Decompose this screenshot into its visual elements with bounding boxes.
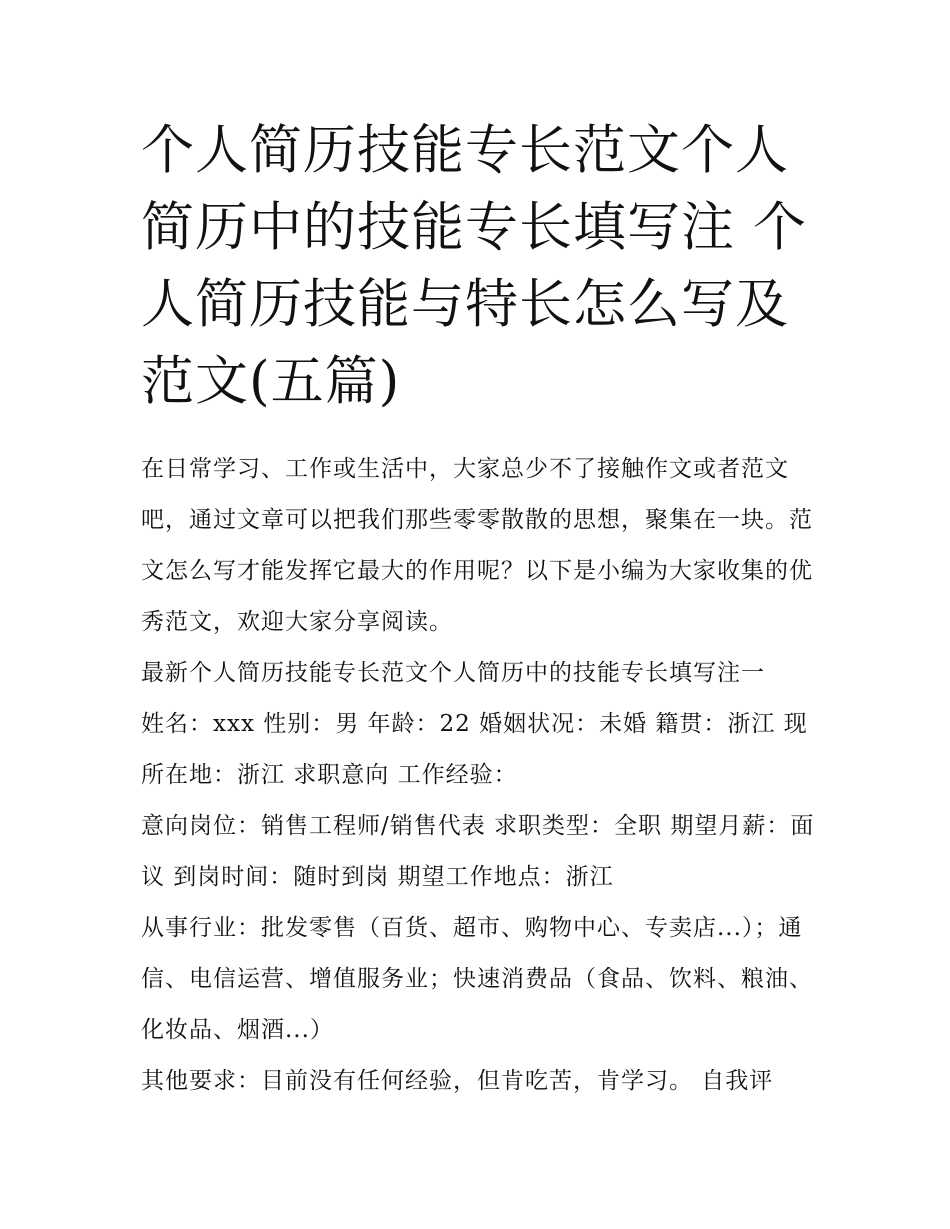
job-intention-paragraph: 意向岗位：销售工程师/销售代表 求职类型：全职 期望月薪：面议 到岗时间：随时到岗 期望工作地点：浙江 (141, 813, 815, 890)
industry-paragraph: 从事行业：批发零售（百货、超市、购物中心、专卖店...）；通信、电信运营、增值服务业；快速消费品（食品、饮料、粮油、化妆品、烟酒...） (141, 915, 813, 1043)
document-body (141, 444, 821, 1107)
other-requirements-paragraph: 其他要求：目前没有任何经验，但肯吃苦，肯学习。 自我评 (141, 1068, 774, 1094)
document-content (141, 112, 821, 1107)
document-title: 个人简历技能专长范文个人简历中的技能专长填写注 个人简历技能与特长怎么写及范文(五篇) (141, 120, 807, 412)
intro-paragraph: 在日常学习、工作或生活中，大家总少不了接触作文或者范文吧，通过文章可以把我们那些零零散散的思想，聚集在一块。范文怎么写才能发挥它最大的作用呢？以下是小编为大家收集的优秀范文，欢迎大家分享阅读。 (141, 456, 813, 635)
section-heading: 最新个人简历技能专长范文个人简历中的技能专长填写注一 (141, 660, 765, 686)
personal-info-paragraph: 姓名：xxx 性别：男 年龄：22 婚姻状况：未婚 籍贯：浙江 现所在地：浙江 求职意向 工作经验： (141, 711, 808, 788)
